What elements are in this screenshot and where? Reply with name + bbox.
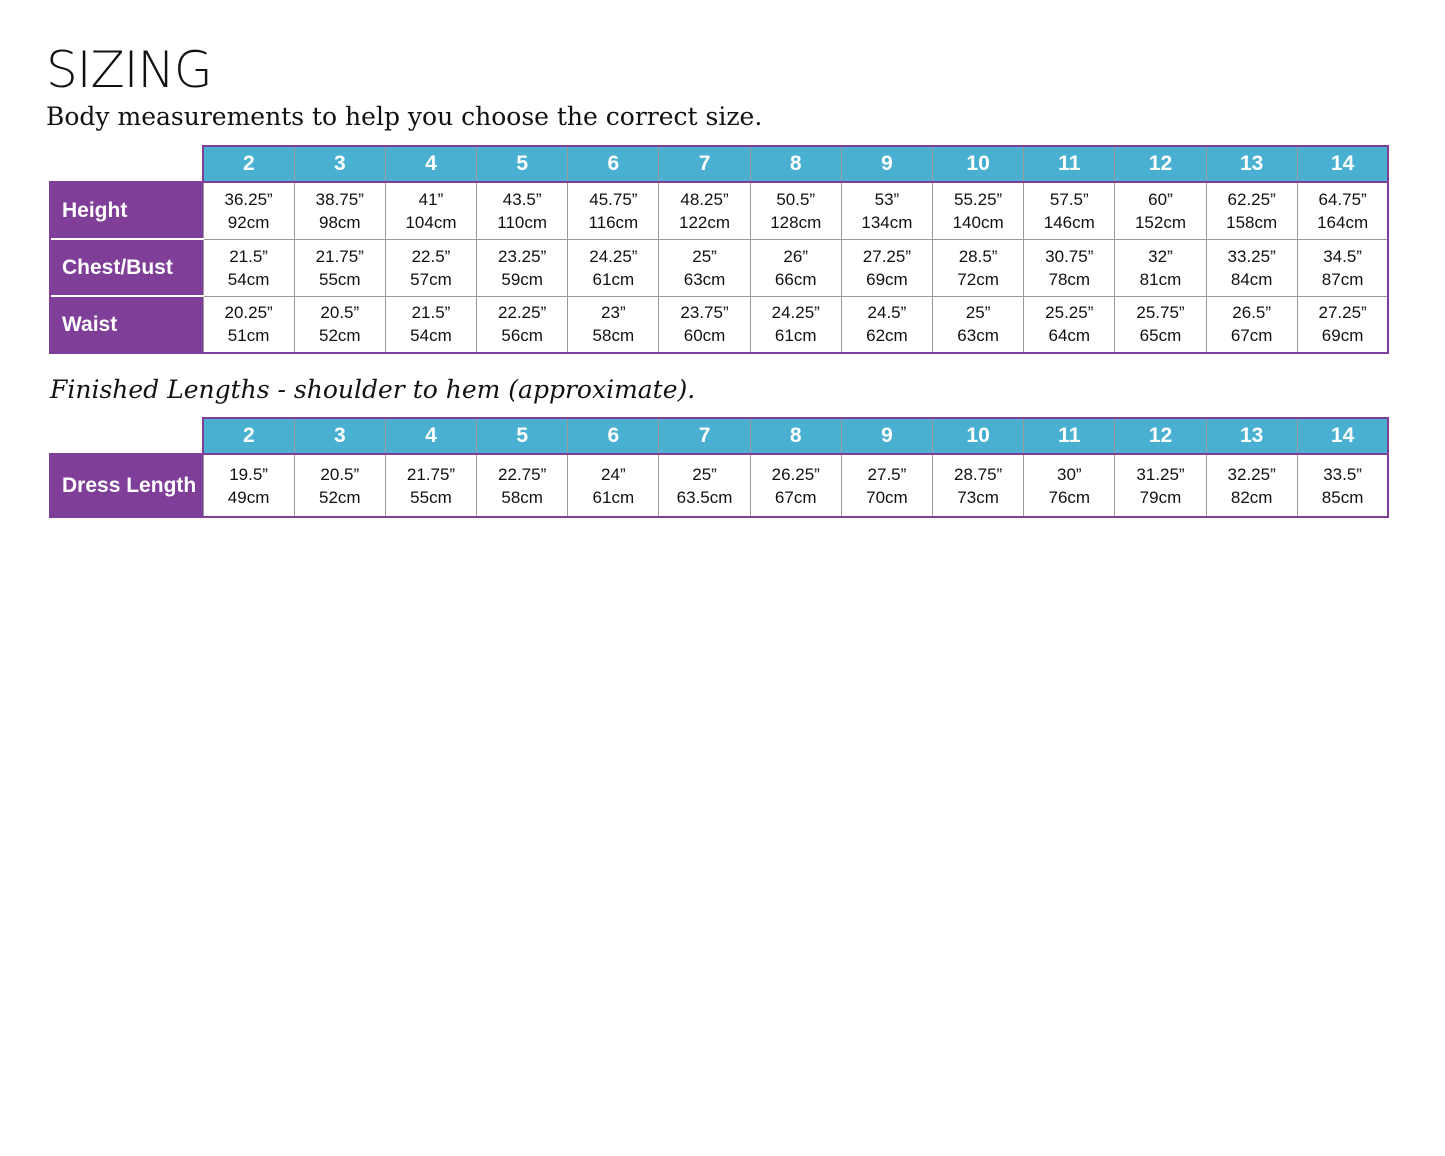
table-row-chest-bust (50, 239, 1388, 296)
cm-value: 62cm (866, 326, 908, 346)
inches-value: 23.25” (498, 246, 547, 266)
inches-value: 27.25” (1318, 303, 1367, 323)
cm-value: 64cm (1048, 326, 1091, 346)
inches-value: 50.5” (776, 189, 816, 209)
inches-value: 28.75” (953, 464, 1003, 484)
size-header-cell: 13 (1206, 418, 1297, 454)
measurement-cell (385, 454, 476, 517)
inches-value: 25” (692, 246, 717, 266)
row-label-height: Height (50, 182, 203, 239)
measurement-cell (294, 454, 385, 517)
measurement-cell (750, 454, 841, 517)
measurement-cell (1206, 182, 1297, 239)
inches-value: 36.25” (224, 189, 273, 209)
cm-value: 82cm (1230, 487, 1273, 507)
cm-value: 55cm (318, 269, 361, 289)
cm-value: 54cm (410, 326, 452, 346)
measurement-cell (568, 182, 659, 239)
measurement-cell (294, 182, 385, 239)
inches-value: 53” (874, 189, 900, 209)
row-label-line: Length (126, 474, 197, 497)
inches-value: 64.75” (1318, 189, 1367, 209)
measurement-cell (750, 182, 841, 239)
measurement-cell (659, 454, 750, 517)
measurement-cell (933, 182, 1024, 239)
page-title: SIZING (46, 41, 212, 99)
size-header-cell: 4 (385, 418, 476, 454)
measurement-cell (203, 182, 294, 239)
size-header-row (50, 418, 1388, 454)
inches-value: 34.5” (1323, 246, 1362, 266)
inches-value: 24” (601, 464, 626, 484)
cm-value: 152cm (1134, 212, 1186, 232)
size-header-row (50, 146, 1388, 182)
cm-value: 60cm (683, 326, 726, 346)
inches-value: 24.5” (867, 303, 907, 323)
inches-value: 60” (1148, 189, 1173, 209)
measurement-cell (1024, 296, 1115, 353)
measurement-cell (1297, 454, 1388, 517)
cm-value: 56cm (501, 326, 543, 346)
cm-value: 63cm (683, 269, 726, 289)
cm-value: 66cm (774, 269, 817, 289)
size-header-cell: 2 (203, 418, 294, 454)
cm-value: 158cm (1226, 212, 1278, 232)
inches-value: 26.25” (771, 464, 820, 484)
inches-value: 38.75” (315, 189, 364, 209)
measurement-cell (385, 296, 476, 353)
size-header-cell: 10 (933, 146, 1024, 182)
measurement-cell (933, 239, 1024, 296)
measurement-cell (568, 454, 659, 517)
measurement-cell (568, 296, 659, 353)
inches-value: 30.75” (1045, 246, 1094, 266)
size-header-cell: 7 (659, 146, 750, 182)
cm-value: 104cm (405, 212, 457, 232)
inches-value: 25” (965, 303, 991, 323)
cm-value: 85cm (1321, 487, 1364, 507)
cm-value: 61cm (774, 326, 817, 346)
measurement-cell (1297, 182, 1388, 239)
inches-value: 33.5” (1323, 464, 1362, 484)
measurement-cell (841, 454, 932, 517)
size-header-cell: 5 (477, 146, 568, 182)
size-header-cell: 12 (1115, 418, 1206, 454)
measurement-cell (1206, 296, 1297, 353)
cm-value: 92cm (227, 212, 270, 232)
inches-value: 19.5” (229, 464, 268, 484)
measurement-cell (203, 296, 294, 353)
finished-lengths-title: Finished Lengths - shoulder to hem (approximate). (50, 375, 696, 404)
row-label-line: Dress (62, 474, 121, 497)
inches-value: 22.75” (498, 464, 547, 484)
cm-value: 73cm (957, 487, 999, 507)
inches-value: 32” (1148, 246, 1173, 266)
row-label-dress-length (50, 454, 203, 517)
cm-value: 140cm (952, 212, 1004, 232)
measurement-cell (477, 182, 568, 239)
size-header-cell: 13 (1206, 146, 1297, 182)
inches-value: 62.25” (1227, 189, 1276, 209)
measurement-cell (1115, 296, 1206, 353)
measurement-cell (841, 239, 932, 296)
inches-value: 20.25” (224, 303, 273, 323)
inches-value: 21.75” (315, 246, 364, 266)
measurement-cell (659, 239, 750, 296)
size-header-cell: 6 (568, 146, 659, 182)
page-subtitle: Body measurements to help you choose the correct size. (46, 102, 763, 131)
cm-value: 65cm (1139, 326, 1182, 346)
cm-value: 67cm (1230, 326, 1273, 346)
measurement-cell (1024, 239, 1115, 296)
measurement-cell (933, 296, 1024, 353)
measurement-cell (841, 182, 932, 239)
table-row-height (50, 182, 1388, 239)
measurement-cell (1206, 239, 1297, 296)
inches-value: 21.5” (229, 246, 268, 266)
table-corner (50, 146, 203, 182)
measurement-cell (203, 239, 294, 296)
size-header-cell: 11 (1024, 146, 1115, 182)
cm-value: 98cm (318, 212, 361, 232)
cm-value: 128cm (770, 212, 822, 232)
cm-value: 81cm (1139, 269, 1182, 289)
inches-value: 31.25” (1136, 464, 1185, 484)
size-header-cell: 2 (203, 146, 294, 182)
cm-value: 63.5cm (676, 487, 733, 507)
measurement-cell (568, 239, 659, 296)
inches-value: 23” (601, 303, 626, 323)
measurement-cell (1297, 296, 1388, 353)
inches-value: 45.75” (589, 189, 638, 209)
table-row-dress-length (50, 454, 1388, 517)
cm-value: 61cm (592, 487, 635, 507)
measurement-cell (750, 239, 841, 296)
inches-value: 32.25” (1227, 464, 1276, 484)
size-header-cell: 7 (659, 418, 750, 454)
inches-value: 28.5” (958, 246, 998, 266)
size-header-cell: 11 (1024, 418, 1115, 454)
size-header-cell: 14 (1297, 418, 1388, 454)
cm-value: 116cm (588, 212, 639, 232)
size-header-cell: 5 (477, 418, 568, 454)
inches-value: 43.5” (502, 189, 542, 209)
cm-value: 84cm (1230, 269, 1273, 289)
cm-value: 72cm (957, 269, 999, 289)
cm-value: 76cm (1048, 487, 1091, 507)
inches-value: 24.25” (771, 303, 820, 323)
measurement-cell (659, 182, 750, 239)
inches-value: 25.25” (1045, 303, 1094, 323)
inches-value: 27.5” (867, 464, 907, 484)
inches-value: 33.25” (1227, 246, 1276, 266)
measurement-cell (477, 296, 568, 353)
inches-value: 41” (418, 189, 444, 209)
table-row-waist (50, 296, 1388, 353)
inches-value: 23.75” (680, 303, 729, 323)
cm-value: 58cm (592, 326, 635, 346)
cm-value: 87cm (1321, 269, 1364, 289)
size-header-cell: 6 (568, 418, 659, 454)
cm-value: 69cm (1321, 326, 1364, 346)
cm-value: 122cm (679, 212, 731, 232)
inches-value: 20.5” (320, 464, 360, 484)
row-label-chest-bust: Chest/Bust (50, 239, 203, 296)
size-header-cell: 12 (1115, 146, 1206, 182)
measurement-cell (841, 296, 932, 353)
size-header-cell: 8 (750, 146, 841, 182)
cm-value: 69cm (866, 269, 908, 289)
measurement-cell (385, 239, 476, 296)
inches-value: 26.5” (1232, 303, 1272, 323)
cm-value: 59cm (501, 269, 543, 289)
inches-value: 20.5” (320, 303, 360, 323)
measurement-cell (933, 454, 1024, 517)
measurement-cell (294, 239, 385, 296)
measurement-cell (477, 454, 568, 517)
inches-value: 22.25” (498, 303, 547, 323)
cm-value: 54cm (227, 269, 270, 289)
measurement-cell (659, 296, 750, 353)
cm-value: 52cm (318, 487, 361, 507)
inches-value: 27.25” (862, 246, 911, 266)
cm-value: 78cm (1048, 269, 1091, 289)
size-header-cell: 4 (385, 146, 476, 182)
measurement-cell (1115, 454, 1206, 517)
size-header-cell: 9 (841, 418, 932, 454)
measurement-cell (1024, 182, 1115, 239)
cm-value: 164cm (1317, 212, 1369, 232)
size-header-cell: 14 (1297, 146, 1388, 182)
cm-value: 79cm (1139, 487, 1182, 507)
measurement-cell (203, 454, 294, 517)
cm-value: 134cm (861, 212, 913, 232)
inches-value: 21.5” (411, 303, 451, 323)
cm-value: 67cm (774, 487, 817, 507)
inches-value: 55.25” (953, 189, 1003, 209)
inches-value: 30” (1056, 464, 1082, 484)
measurement-cell (750, 296, 841, 353)
inches-value: 24.25” (589, 246, 638, 266)
size-header-cell: 3 (294, 146, 385, 182)
measurement-cell (1024, 454, 1115, 517)
cm-value: 49cm (227, 487, 270, 507)
row-label-waist: Waist (50, 296, 203, 353)
measurement-cell (385, 182, 476, 239)
inches-value: 21.75” (406, 464, 456, 484)
size-header-cell: 3 (294, 418, 385, 454)
measurement-cell (294, 296, 385, 353)
inches-value: 25” (692, 464, 717, 484)
inches-value: 48.25” (680, 189, 729, 209)
inches-value: 26” (783, 246, 808, 266)
inches-value: 22.5” (411, 246, 451, 266)
table-corner (50, 418, 203, 454)
measurement-cell (1206, 454, 1297, 517)
inches-value: 57.5” (1049, 189, 1089, 209)
measurement-cell (1115, 239, 1206, 296)
cm-value: 110cm (497, 212, 548, 232)
cm-value: 57cm (410, 269, 452, 289)
cm-value: 61cm (592, 269, 635, 289)
body-measurements-table (49, 145, 1389, 354)
cm-value: 52cm (318, 326, 361, 346)
cm-value: 51cm (227, 326, 270, 346)
size-header-cell: 9 (841, 146, 932, 182)
finished-lengths-table (49, 417, 1389, 518)
measurement-cell (1115, 182, 1206, 239)
measurement-cell (477, 239, 568, 296)
cm-value: 58cm (501, 487, 543, 507)
cm-value: 55cm (410, 487, 452, 507)
cm-value: 146cm (1043, 212, 1095, 232)
size-header-cell: 8 (750, 418, 841, 454)
size-header-cell: 10 (933, 418, 1024, 454)
inches-value: 25.75” (1136, 303, 1185, 323)
measurement-cell (1297, 239, 1388, 296)
cm-value: 70cm (866, 487, 908, 507)
cm-value: 63cm (957, 326, 999, 346)
